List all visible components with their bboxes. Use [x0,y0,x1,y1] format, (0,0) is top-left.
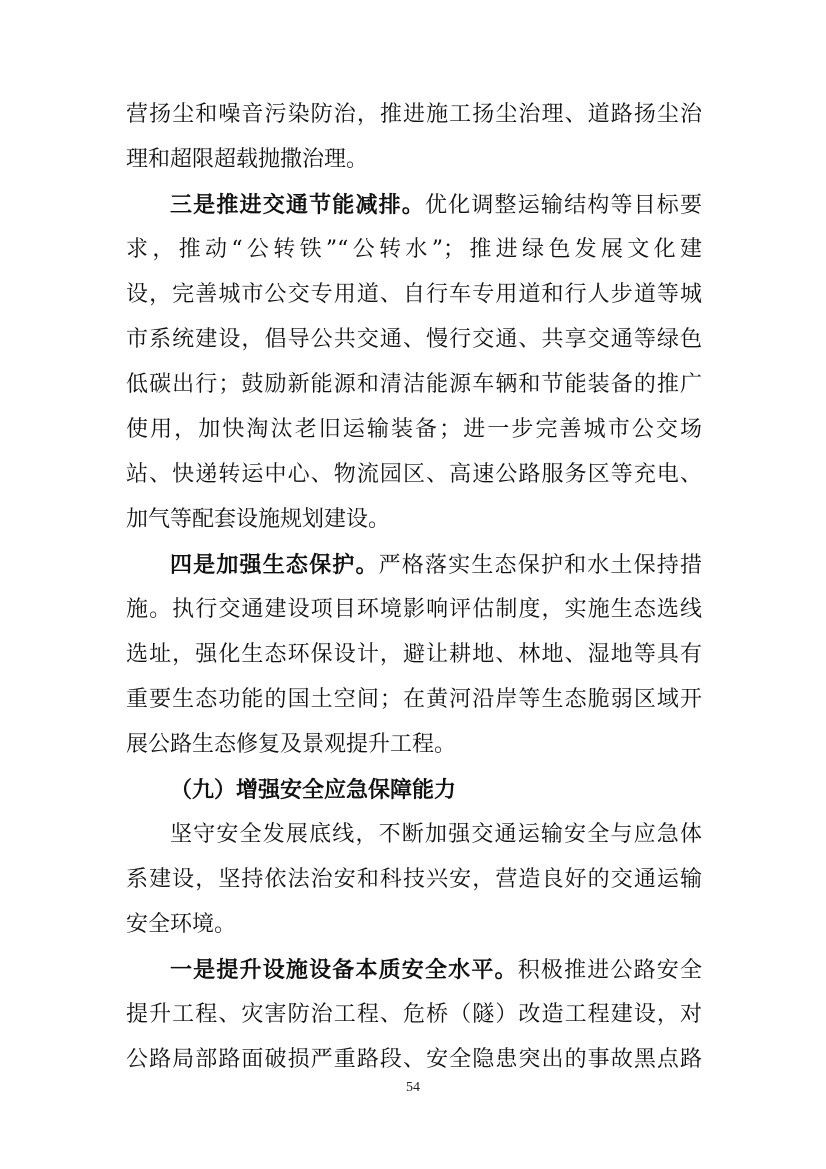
paragraph-line: 一是提升设施设备本质安全水平。积极推进公路安全 [170,957,702,983]
paragraph-lead: 一是提升设施设备本质安全水平。 [170,957,518,983]
paragraph-line: 重要生态功能的国土空间；在黄河沿岸等生态脆弱区域开 [126,687,702,712]
paragraph-line: 设，完善城市公交专用道、自行车专用道和行人步道等城 [126,282,702,307]
paragraph-line: 站、快递转运中心、物流园区、高速公路服务区等充电、 [126,462,702,487]
page-number: 54 [406,1080,420,1095]
paragraph-line: 四是加强生态保护。严格落实生态保护和水土保持措 [170,552,702,578]
paragraph-line: 坚守安全发展底线，不断加强交通运输安全与应急体 [170,822,702,847]
paragraph-line: 求，推动“公转铁”“公转水”；推进绿色发展文化建 [126,237,702,262]
paragraph-lead: 四是加强生态保护。 [170,552,379,578]
paragraph-line: 使用，加快淘汰老旧运输装备；进一步完善城市公交场 [126,417,702,442]
paragraph-line: 选址，强化生态环保设计，避让耕地、林地、湿地等具有 [126,642,702,667]
paragraph-line: 营扬尘和噪音污染防治，推进施工扬尘治理、道路扬尘治 [126,102,702,127]
paragraph-line: 市系统建设，倡导公共交通、慢行交通、共享交通等绿色 [126,327,702,352]
paragraph-line: 施。执行交通建设项目环境影响评估制度，实施生态选线 [126,597,702,622]
paragraph-line: 展公路生态修复及景观提升工程。 [126,732,457,757]
section-heading: （九）增强安全应急保障能力 [170,777,457,803]
paragraph-line: 理和超限超载抛撒治理。 [126,147,369,172]
paragraph-line: 三是推进交通节能减排。优化调整运输结构等目标要 [170,192,702,218]
paragraph-lead: 三是推进交通节能减排。 [170,192,425,218]
paragraph-line: 公路局部路面破损严重路段、安全隐患突出的事故黑点路 [126,1047,702,1072]
paragraph-line: 低碳出行；鼓励新能源和清洁能源车辆和节能装备的推广 [126,372,702,397]
paragraph-line: 安全环境。 [126,912,237,937]
paragraph-line: 加气等配套设施规划建设。 [126,507,391,532]
paragraph-line: 系建设，坚持依法治安和科技兴安，营造良好的交通运输 [126,867,702,892]
paragraph-line: 提升工程、灾害防治工程、危桥（隧）改造工程建设，对 [126,1002,702,1027]
